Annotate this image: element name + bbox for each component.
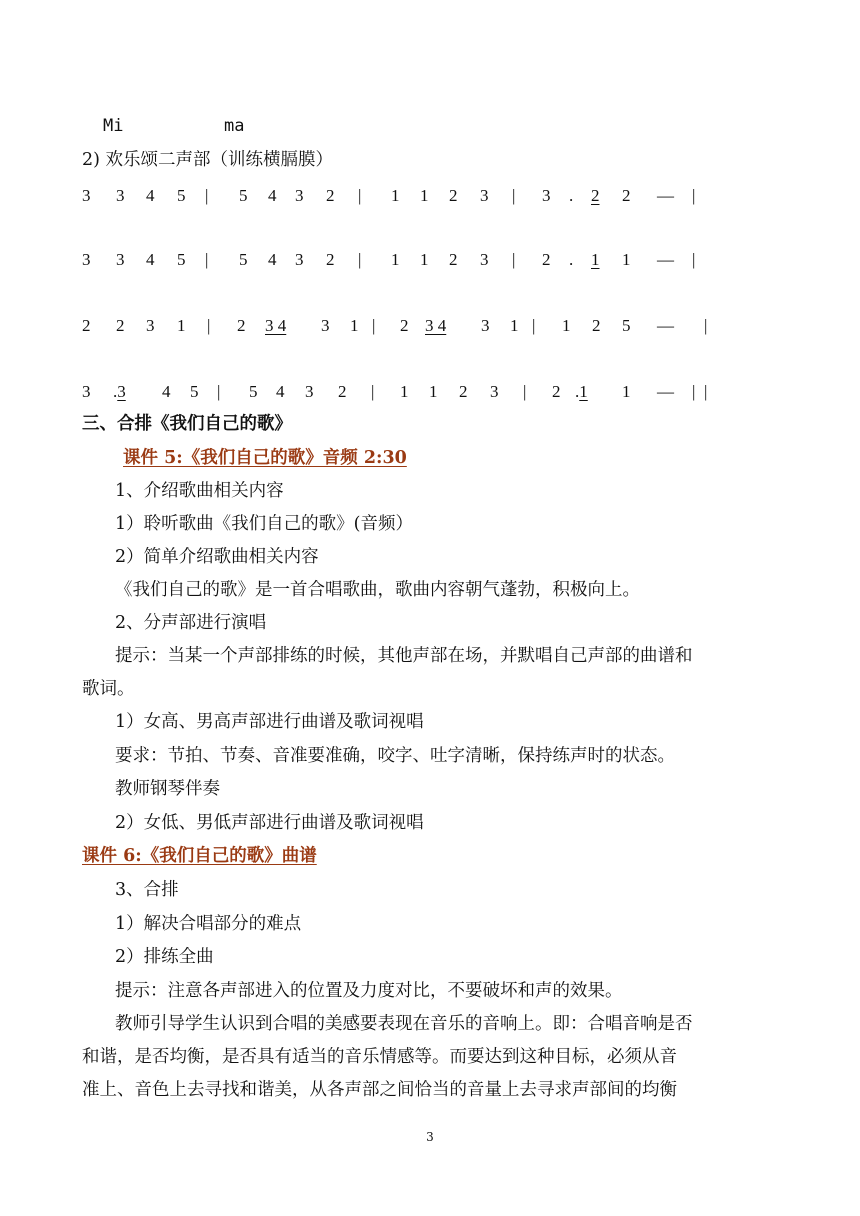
score-note: 2 xyxy=(237,316,246,335)
score-note: 3 xyxy=(116,186,125,205)
score-note: 1 xyxy=(591,250,600,269)
wrap-line: 歌词。 xyxy=(82,679,135,699)
bar-line: | xyxy=(512,250,516,269)
score-note: 3 4 xyxy=(265,316,287,335)
syllable-ma: ma xyxy=(224,116,245,136)
paragraph-line: 2、分声部进行演唱 xyxy=(115,613,267,633)
score-note: 5 xyxy=(190,382,199,401)
score-note: 2 xyxy=(622,186,631,205)
paragraph-line: 2）简单介绍歌曲相关内容 xyxy=(115,547,319,567)
score-note: — xyxy=(657,382,674,401)
score-note: 3 xyxy=(146,316,155,335)
score-note: .3 xyxy=(113,382,126,401)
score-note: 3 xyxy=(295,186,304,205)
score-note: 5 xyxy=(249,382,258,401)
paragraph-line: 1、介绍歌曲相关内容 xyxy=(115,481,284,501)
score-note: 1 xyxy=(400,382,409,401)
score-note: 5 xyxy=(177,250,186,269)
courseware-5-link[interactable]: 课件 5:《我们自己的歌》音频 2:30 xyxy=(123,448,407,468)
score-note: 1 xyxy=(429,382,438,401)
score-note: 1 xyxy=(350,316,359,335)
score-note: 3 xyxy=(116,250,125,269)
part-heading: 三、合排《我们自己的歌》 xyxy=(82,414,292,434)
score-note: — xyxy=(657,250,674,269)
score-note: 3 xyxy=(295,250,304,269)
score-note: . xyxy=(569,186,574,205)
section-heading: 2) 欢乐颂二声部（训练横膈膜） xyxy=(82,150,334,170)
score-note: 3 xyxy=(542,186,551,205)
bar-line: | xyxy=(512,186,516,205)
score-note: 5 xyxy=(239,186,248,205)
score-note: 2 xyxy=(82,316,91,335)
score-note: 1 xyxy=(622,250,631,269)
score-note: .1 xyxy=(575,382,588,401)
score-note: 4 xyxy=(268,186,277,205)
score-note: 3 xyxy=(480,186,489,205)
bar-line: | xyxy=(523,382,527,401)
score-note: 3 xyxy=(321,316,330,335)
score-note: 1 xyxy=(177,316,186,335)
score-note: 1 xyxy=(391,250,400,269)
score-note: 1 xyxy=(420,186,429,205)
score-note: 4 xyxy=(162,382,171,401)
paragraph-line: 教师引导学生认识到合唱的美感要表现在音乐的音响上。即：合唱音响是否 xyxy=(115,1014,693,1034)
score-note: 5 xyxy=(177,186,186,205)
bar-line: | xyxy=(207,316,211,335)
score-note: 2 xyxy=(400,316,409,335)
score-row xyxy=(82,186,782,212)
score-note: 1 xyxy=(562,316,571,335)
paragraph-line: 提示：注意各声部进入的位置及力度对比，不要破坏和声的效果。 xyxy=(115,980,623,1001)
score-note: 2 xyxy=(326,186,335,205)
score-note: 3 xyxy=(82,250,91,269)
bar-line: | xyxy=(358,250,362,269)
score-note: 1 xyxy=(510,316,519,335)
score-note: 3 xyxy=(490,382,499,401)
score-note: 2 xyxy=(326,250,335,269)
courseware-6-link[interactable]: 课件 6:《我们自己的歌》曲谱 xyxy=(82,846,317,866)
paragraph-line: 3、合排 xyxy=(115,880,179,900)
score-note: 2 xyxy=(591,186,600,205)
score-note: — xyxy=(657,186,674,205)
score-note: 3 xyxy=(82,382,91,401)
bar-line: | xyxy=(692,186,696,205)
bar-line: | xyxy=(532,316,536,335)
paragraph-line: 2）排练全曲 xyxy=(115,947,214,967)
paragraph-line: 教师钢琴伴奏 xyxy=(115,779,220,799)
score-note: 3 xyxy=(305,382,314,401)
score-note: 1 xyxy=(420,250,429,269)
score-row xyxy=(82,382,782,408)
bar-line: | xyxy=(372,316,376,335)
paragraph-line: 《我们自己的歌》是一首合唱歌曲，歌曲内容朝气蓬勃，积极向上。 xyxy=(115,580,640,600)
score-note: 2 xyxy=(449,250,458,269)
score-note: 2 xyxy=(592,316,601,335)
score-note: 2 xyxy=(449,186,458,205)
score-note: 3 xyxy=(82,186,91,205)
bar-line: | xyxy=(358,186,362,205)
score-row xyxy=(82,250,782,276)
bar-line: | xyxy=(692,250,696,269)
score-note: 4 xyxy=(268,250,277,269)
score-row xyxy=(82,316,782,342)
score-note: 1 xyxy=(391,186,400,205)
score-note: 2 xyxy=(116,316,125,335)
score-note: 5 xyxy=(622,316,631,335)
bar-line: | xyxy=(205,250,209,269)
score-note: 3 xyxy=(481,316,490,335)
paragraph-line: 提示：当某一个声部排练的时候，其他声部在场，并默唱自己声部的曲谱和 xyxy=(115,646,693,666)
score-note: . xyxy=(569,250,574,269)
score-note: — xyxy=(657,316,674,335)
bar-line: | xyxy=(692,382,696,401)
score-note: 3 xyxy=(480,250,489,269)
wrap-line: 准上、音色上去寻找和谐美，从各声部之间恰当的音量上去寻求声部间的均衡 xyxy=(82,1080,677,1100)
score-note: 2 xyxy=(459,382,468,401)
paragraph-line: 2）女低、男低声部进行曲谱及歌词视唱 xyxy=(115,812,424,833)
paragraph-line: 1）女高、男高声部进行曲谱及歌词视唱 xyxy=(115,712,424,732)
score-note: 5 xyxy=(239,250,248,269)
score-note: 2 xyxy=(552,382,561,401)
paragraph-line: 1）解决合唱部分的难点 xyxy=(115,913,302,934)
score-note: 2 xyxy=(338,382,347,401)
bar-line: | xyxy=(205,186,209,205)
paragraph-line: 1）聆听歌曲《我们自己的歌》(音频） xyxy=(115,514,413,534)
bar-line: | xyxy=(217,382,221,401)
bar-line: | xyxy=(704,382,708,401)
syllable-mi: Mi xyxy=(103,116,124,136)
score-note: 4 xyxy=(276,382,285,401)
score-note: 4 xyxy=(146,250,155,269)
bar-line: | xyxy=(371,382,375,401)
paragraph-line: 要求：节拍、节奏、音准要准确，咬字、吐字清晰，保持练声时的状态。 xyxy=(115,745,675,766)
score-note: 1 xyxy=(622,382,631,401)
score-note: 2 xyxy=(542,250,551,269)
score-note: 3 4 xyxy=(425,316,447,335)
wrap-line: 和谐，是否均衡，是否具有适当的音乐情感等。而要达到这种目标，必须从音 xyxy=(82,1047,677,1067)
page-number: 3 xyxy=(426,1130,434,1144)
bar-line: | xyxy=(704,316,708,335)
score-note: 4 xyxy=(146,186,155,205)
